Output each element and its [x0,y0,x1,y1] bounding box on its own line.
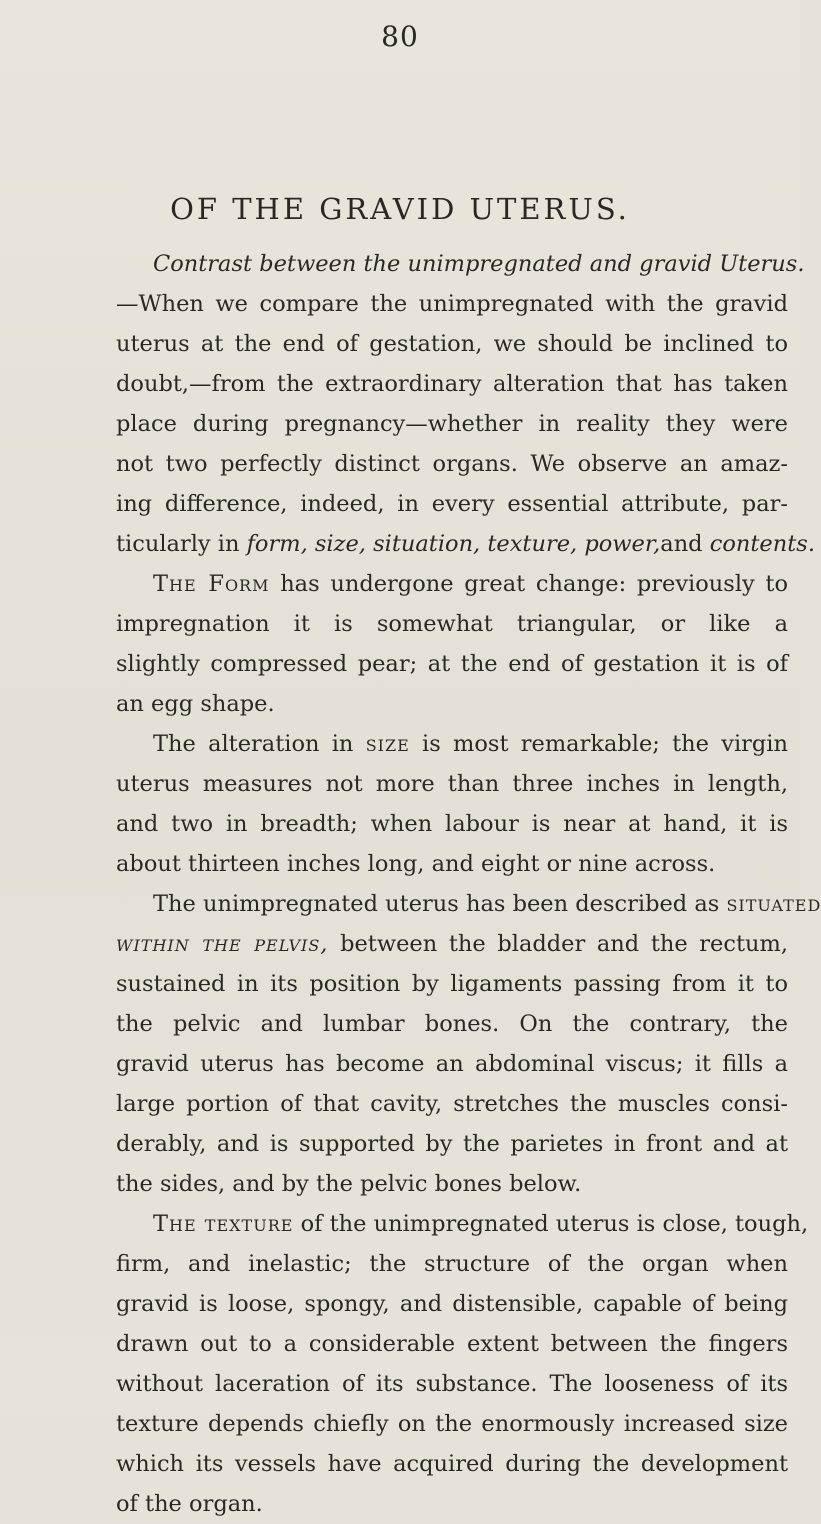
text-line [116,244,805,284]
text-line: an egg shape. [116,691,275,717]
emphasis-span: form, size, situation, texture, power, [246,531,661,557]
text-line [116,924,788,964]
small-caps-term: within the pelvis, [116,931,329,957]
text-line: impregnation it is somewhat triangular, or like a [116,611,788,637]
text-line: sustained in its position by ligaments passing from it to [116,971,788,997]
text-line [116,884,821,924]
text-span: of the unimpregnated uterus is close, tough, [293,1211,809,1237]
text-line: drawn out to a considerable extent between the fingers [116,1331,788,1357]
text-line: without laceration of its substance. The looseness of its [116,1371,788,1397]
text-span: is most remarkable; the virgin [409,731,788,757]
small-caps-term: size [365,731,410,757]
text-line: about thirteen inches long, and eight or nine across. [116,851,716,877]
text-line [116,724,788,764]
text-line: the sides, and by the pelvic bones below. [116,1171,582,1197]
page-number: 80 [381,20,419,53]
text-line: firm, and inelastic; the structure of the organ when [116,1251,788,1277]
text-line: derably, and is supported by the parietes in front and at [116,1131,788,1157]
text-line [116,1204,809,1244]
text-line: and two in breadth; when labour is near at hand, it is [116,811,788,837]
text-line: gravid is loose, spongy, and distensible, capable of being [116,1291,788,1317]
text-line: uterus measures not more than three inches in length, [116,771,788,797]
text-line: uterus at the end of gestation, we should be inclined to [116,331,788,357]
text-line: which its vessels have acquired during the development [116,1451,788,1477]
text-span: and [660,531,710,557]
text-line: place during pregnancy—whether in reality they were [116,411,788,437]
text-span: The unimpregnated uterus has been described as [153,891,727,917]
small-caps-term: situated [726,891,821,917]
text-line: —When we compare the unimpregnated with the gravid [116,291,788,317]
text-line: texture depends chiefly on the enormously increased size [116,1411,788,1437]
body-text [116,244,821,1524]
text-span: ticularly in [116,531,247,557]
text-line: not two perfectly distinct organs. We observe an amaz- [116,451,788,477]
text-span: has undergone great change: previously to [269,571,789,597]
text-span: between the bladder and the rectum, [328,931,788,957]
text-line: gravid uterus has become an abdominal viscus; it fills a [116,1051,788,1077]
small-caps-term: The Form [153,571,270,597]
text-line: large portion of that cavity, stretches the muscles consi- [116,1091,788,1117]
section-heading: Contrast between the unimpregnated and gravid Uterus. [153,251,805,277]
emphasis-span: contents. [709,531,815,557]
text-line: of the organ. [116,1491,263,1517]
small-caps-term: The texture [153,1211,294,1237]
text-line [116,524,815,564]
text-line [116,564,788,604]
text-line: ing difference, indeed, in every essential attribute, par- [116,491,788,517]
text-span: The alteration in [153,731,366,757]
text-line: doubt,—from the extraordinary alteration that has taken [116,371,788,397]
text-line: the pelvic and lumbar bones. On the contrary, the [116,1011,788,1037]
text-line: slightly compressed pear; at the end of gestation it is of [116,651,788,677]
page-title: OF THE GRAVID UTERUS. [170,192,630,226]
